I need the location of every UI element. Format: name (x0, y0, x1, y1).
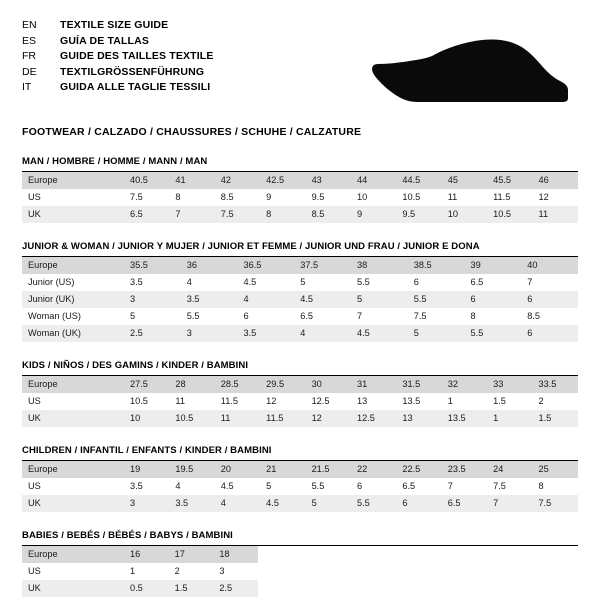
size-cell: 1 (487, 410, 532, 427)
group-title: BABIES / BEBÉS / BÉBÉS / BABYS / BAMBINI (22, 530, 578, 546)
table-row (22, 376, 578, 393)
size-cell: 6 (465, 291, 522, 308)
table-row (22, 206, 578, 223)
size-cell: 7 (447, 481, 453, 491)
size-cell: 10 (356, 192, 368, 202)
language-code: DE (22, 65, 37, 78)
size-table-kids (22, 376, 578, 427)
size-cell: 3 (181, 325, 238, 342)
table-row (22, 291, 578, 308)
size-cell: 5 (266, 481, 272, 491)
size-cell: 11 (215, 410, 260, 427)
size-cell: 4 (294, 325, 351, 342)
row-label: Europe (22, 376, 124, 393)
size-cell: 38 (351, 257, 408, 274)
size-cell: 8 (175, 192, 181, 202)
size-cell: 5.5 (351, 495, 396, 512)
size-cell: 42.5 (260, 172, 305, 189)
language-title: TEXTILE SIZE GUIDE (60, 19, 169, 31)
size-cell: 32 (442, 376, 487, 393)
language-title: GUÍA DE TALLAS (60, 34, 150, 47)
size-cell: 43 (306, 172, 351, 189)
size-cell: 46 (533, 172, 578, 189)
language-code: ES (22, 34, 37, 47)
size-cell: 3 (124, 291, 181, 308)
table-row (22, 172, 578, 189)
size-cell: 5.5 (311, 481, 325, 491)
size-cell: 4.5 (351, 325, 408, 342)
size-cell: 36 (181, 257, 238, 274)
language-row (22, 34, 213, 50)
size-cell: 13 (396, 410, 441, 427)
size-cell: 12.5 (351, 410, 396, 427)
size-cell: 40.5 (124, 172, 169, 189)
size-cell: 30 (306, 376, 351, 393)
size-cell: 8 (470, 311, 476, 321)
size-cell: 11.5 (260, 410, 305, 427)
size-cell: 9 (351, 206, 396, 223)
row-label: UK (22, 206, 124, 223)
size-cell: 5.5 (186, 311, 200, 321)
size-cell: 5 (130, 311, 136, 321)
size-cell: 7 (487, 495, 532, 512)
size-cell: 33 (487, 376, 532, 393)
size-cell: 1 (447, 396, 453, 406)
size-cell: 4.5 (243, 277, 257, 287)
size-cell: 42 (215, 172, 260, 189)
size-cell: 5 (351, 291, 408, 308)
language-title: TEXTILGRÖSSENFÜHRUNG (60, 65, 205, 78)
size-cell: 11.5 (220, 396, 238, 406)
row-label: Europe (22, 461, 124, 478)
language-title-list-body (22, 18, 213, 96)
size-cell: 3 (219, 566, 225, 576)
size-cell: 2.5 (213, 580, 258, 597)
size-cell: 1.5 (533, 410, 578, 427)
size-cell: 45 (442, 172, 487, 189)
language-row (22, 18, 213, 34)
table-row (22, 189, 578, 206)
table-row (22, 274, 578, 291)
size-cell: 0.5 (124, 580, 169, 597)
size-cell: 3.5 (238, 325, 295, 342)
table-row (22, 461, 578, 478)
language-title: GUIDA ALLE TAGLIE TESSILI (60, 81, 211, 94)
size-cell: 5 (300, 277, 306, 287)
babies-table-wrap (22, 546, 258, 597)
size-cell: 22 (351, 461, 396, 478)
size-cell: 45.5 (487, 172, 532, 189)
group-title: MAN / HOMBRE / HOMME / MANN / MAN (22, 156, 578, 172)
table-row (22, 308, 578, 325)
size-cell: 23.5 (442, 461, 487, 478)
size-cell: 3 (124, 495, 169, 512)
size-cell: 44 (351, 172, 396, 189)
page-header (22, 18, 578, 110)
size-cell: 12 (306, 410, 351, 427)
size-cell: 19.5 (169, 461, 214, 478)
size-cell: 38.5 (408, 257, 465, 274)
size-cell: 1.5 (169, 580, 214, 597)
size-group-man (22, 156, 578, 223)
size-cell: 5.5 (408, 291, 465, 308)
size-cell: 27.5 (124, 376, 169, 393)
language-row (22, 80, 213, 96)
size-cell: 10.5 (169, 410, 214, 427)
dress-shoe-icon (372, 32, 568, 110)
size-cell: 21 (260, 461, 305, 478)
row-label: US (28, 481, 41, 491)
group-title: KIDS / NIÑOS / DES GAMINS / KINDER / BAMBINI (22, 360, 578, 376)
size-cell: 1 (130, 566, 136, 576)
size-cell: 4.5 (294, 291, 351, 308)
size-cell: 12 (266, 396, 277, 406)
row-label: UK (22, 410, 124, 427)
row-label: US (28, 192, 41, 202)
size-cell: 4 (175, 481, 181, 491)
size-table-body (22, 172, 578, 223)
size-cell: 10 (124, 410, 169, 427)
size-cell: 8 (538, 481, 544, 491)
size-cell: 2 (174, 566, 180, 576)
table-row (22, 580, 258, 597)
size-cell: 40 (521, 257, 578, 274)
size-cell: 13 (356, 396, 368, 406)
row-label: US (28, 396, 41, 406)
row-label: UK (22, 580, 124, 597)
size-cell: 5.5 (465, 325, 522, 342)
size-cell: 11 (447, 192, 458, 202)
size-cell: 5.5 (357, 277, 370, 287)
size-cell: 13.5 (402, 396, 421, 406)
size-cell: 2.5 (124, 325, 181, 342)
size-table-man (22, 172, 578, 223)
size-cell: 7.5 (533, 495, 578, 512)
table-row (22, 495, 578, 512)
size-cell: 11 (175, 396, 185, 406)
size-cell: 6.5 (402, 481, 416, 491)
size-cell: 8.5 (306, 206, 351, 223)
size-cell: 4 (238, 291, 295, 308)
size-table-body (22, 376, 578, 427)
size-table-junior-woman (22, 257, 578, 342)
size-cell: 10.5 (402, 192, 421, 202)
size-cell: 39 (465, 257, 522, 274)
size-cell: 6 (521, 325, 578, 342)
size-cell: 5 (306, 495, 351, 512)
size-cell: 6 (243, 311, 249, 321)
size-cell: 7.5 (493, 481, 506, 491)
language-code: EN (22, 19, 37, 31)
size-cell: 22.5 (396, 461, 441, 478)
size-table-body (22, 257, 578, 342)
table-row (22, 546, 258, 563)
size-cell: 6 (413, 277, 419, 287)
size-cell: 11.5 (493, 192, 511, 202)
size-cell: 6 (521, 291, 578, 308)
size-cell: 29.5 (260, 376, 305, 393)
size-cell: 11 (533, 206, 578, 223)
size-cell: 21.5 (306, 461, 351, 478)
language-row (22, 49, 213, 65)
language-title-list (22, 18, 213, 96)
size-cell: 33.5 (533, 376, 578, 393)
size-cell: 2 (538, 396, 544, 406)
size-cell: 28.5 (215, 376, 260, 393)
language-code: FR (22, 50, 36, 63)
size-cell: 16 (124, 546, 169, 563)
size-cell: 35.5 (124, 257, 181, 274)
size-cell: 7.5 (130, 192, 143, 202)
size-cell: 6.5 (300, 311, 314, 321)
size-cell: 19 (124, 461, 169, 478)
row-label: US (28, 566, 41, 576)
size-cell: 4.5 (220, 481, 234, 491)
row-label: Woman (UK) (22, 325, 124, 342)
table-row (22, 478, 578, 495)
table-row (22, 257, 578, 274)
size-cell: 28 (169, 376, 214, 393)
table-row (22, 410, 578, 427)
row-label: Woman (US) (28, 311, 81, 321)
size-cell: 10 (442, 206, 487, 223)
size-cell: 4.5 (260, 495, 305, 512)
size-cell: 7 (357, 311, 363, 321)
size-cell: 8.5 (220, 192, 234, 202)
group-title: JUNIOR & WOMAN / JUNIOR Y MUJER / JUNIOR ET FEMME / JUNIOR UND FRAU / JUNIOR E DONA (22, 241, 578, 257)
language-title: GUIDE DES TAILLES TEXTILE (60, 50, 214, 63)
group-title: CHILDREN / INFANTIL / ENFANTS / KINDER / BAMBINI (22, 445, 578, 461)
size-cell: 8 (260, 206, 305, 223)
language-row (22, 65, 213, 81)
size-table-body (22, 461, 578, 512)
size-cell: 17 (169, 546, 214, 563)
size-cell: 41 (169, 172, 214, 189)
row-label: Europe (22, 257, 124, 274)
size-cell: 7 (169, 206, 214, 223)
size-group-babies (22, 530, 578, 597)
size-table-babies (22, 546, 258, 597)
size-cell: 6.5 (442, 495, 487, 512)
row-label: Junior (US) (28, 277, 75, 287)
size-cell: 7.5 (413, 311, 427, 321)
size-cell: 6 (396, 495, 441, 512)
size-cell: 31.5 (396, 376, 441, 393)
size-cell: 13.5 (442, 410, 487, 427)
size-cell: 5 (408, 325, 465, 342)
table-row (22, 325, 578, 342)
table-row (22, 393, 578, 410)
size-cell: 9.5 (396, 206, 441, 223)
footwear-section-title: FOOTWEAR / CALZADO / CHAUSSURES / SCHUHE / CALZATURE (22, 126, 362, 138)
size-cell: 12 (538, 192, 549, 202)
size-cell: 9 (266, 192, 272, 202)
size-cell: 36.5 (238, 257, 295, 274)
row-label: Europe (22, 546, 124, 563)
size-cell: 8.5 (527, 311, 541, 321)
size-table-children (22, 461, 578, 512)
size-cell: 10.5 (487, 206, 532, 223)
size-cell: 6.5 (470, 277, 484, 287)
size-cell: 3.5 (130, 481, 143, 491)
size-cell: 3.5 (181, 291, 238, 308)
size-cell: 7.5 (215, 206, 260, 223)
size-cell: 3.5 (169, 495, 214, 512)
size-cell: 4 (186, 277, 192, 287)
size-cell: 3.5 (130, 277, 143, 287)
row-label: Junior (UK) (22, 291, 124, 308)
size-group-kids (22, 360, 578, 427)
size-group-children (22, 445, 578, 512)
size-cell: 18 (213, 546, 258, 563)
size-cell: 6.5 (124, 206, 169, 223)
size-cell: 24 (487, 461, 532, 478)
language-code: IT (22, 81, 32, 94)
size-cell: 25 (533, 461, 578, 478)
row-label: Europe (22, 172, 124, 189)
size-cell: 7 (527, 277, 533, 287)
size-cell: 20 (215, 461, 260, 478)
size-cell: 10.5 (130, 396, 148, 406)
size-group-junior-woman (22, 241, 578, 342)
size-cell: 9.5 (311, 192, 325, 202)
size-cell: 1.5 (493, 396, 506, 406)
size-cell: 12.5 (311, 396, 330, 406)
size-table-body (22, 546, 258, 597)
row-label: UK (22, 495, 124, 512)
size-cell: 6 (356, 481, 363, 491)
size-cell: 37.5 (294, 257, 351, 274)
size-cell: 31 (351, 376, 396, 393)
size-cell: 44.5 (396, 172, 441, 189)
size-cell: 4 (215, 495, 260, 512)
table-row (22, 563, 258, 580)
